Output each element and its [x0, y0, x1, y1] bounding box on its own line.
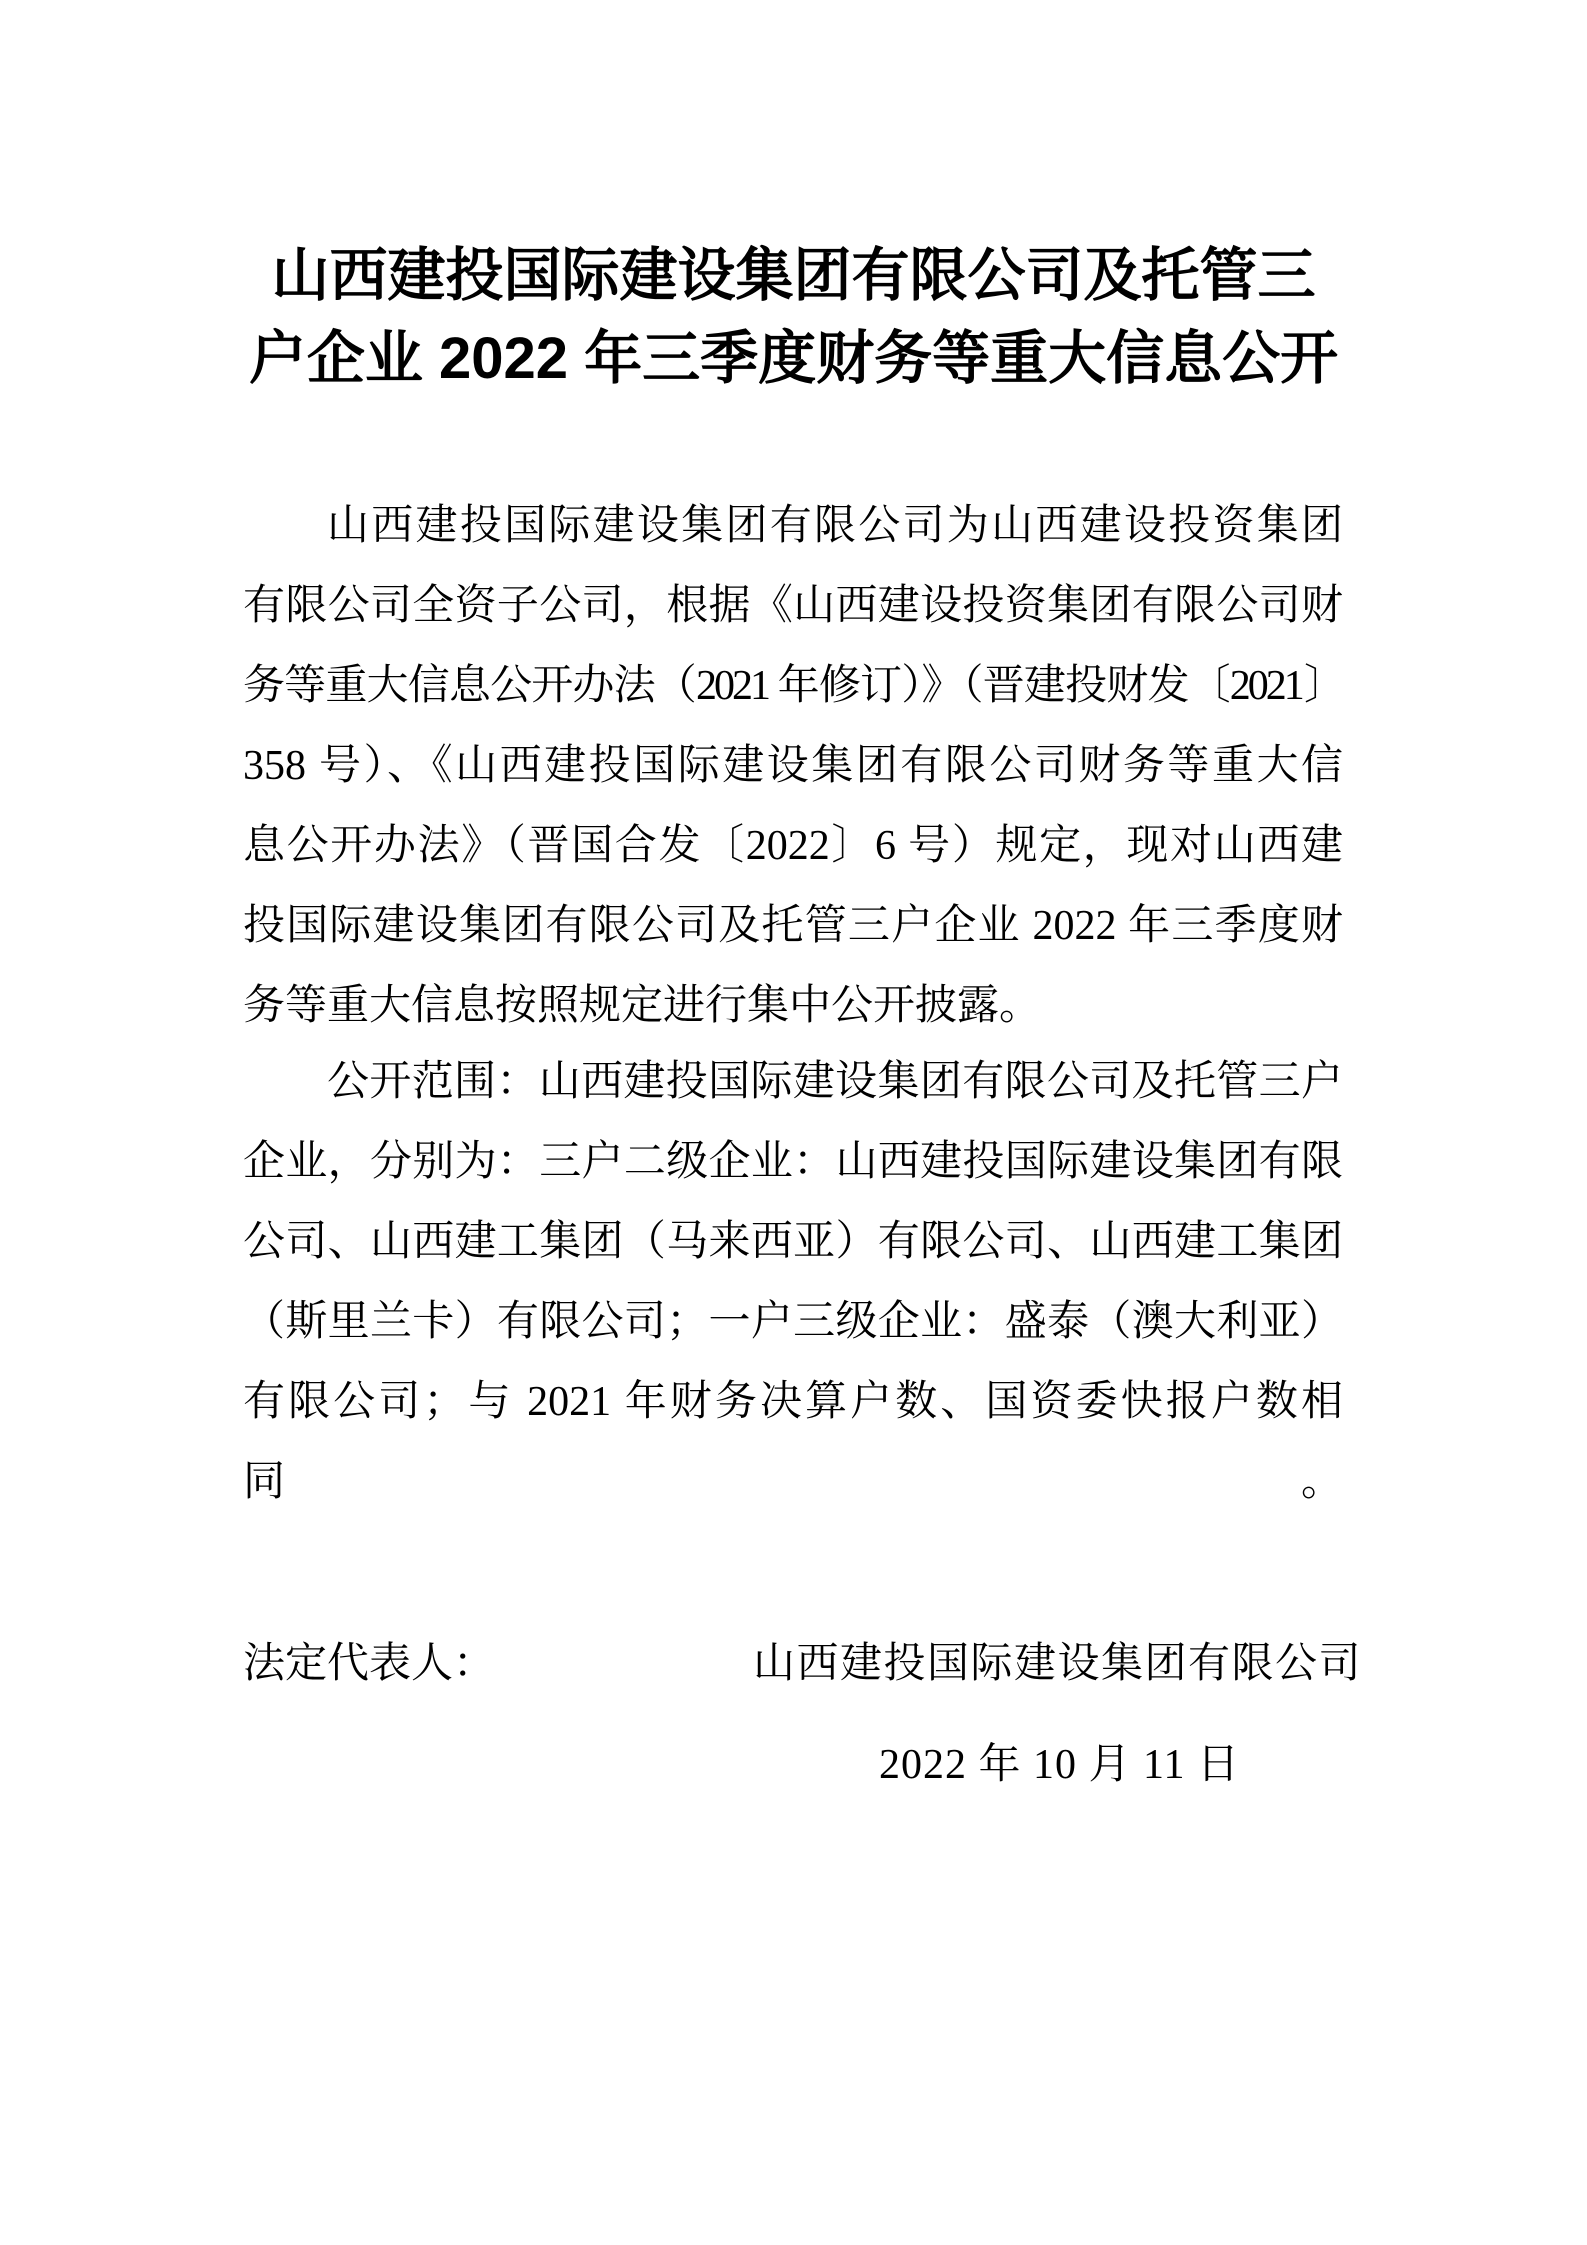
- signature-company-name: 山西建投国际建设集团有限公司: [752, 1641, 1362, 1687]
- paragraph-2-line-4: （斯里兰卡）有限公司；一户三级企业：盛泰（澳大利亚）: [243, 1299, 1343, 1345]
- document-title-line-2: 户企业 2022 年三季度财务等重大信息公开: [248, 326, 1339, 391]
- paragraph-1-line-6: 投国际建设集团有限公司及托管三户企业 2022 年三季度财: [243, 903, 1343, 949]
- document-title-line-1: 山西建投国际建设集团有限公司及托管三: [271, 243, 1316, 308]
- paragraph-2-line-1: 公开范围：山西建投国际建设集团有限公司及托管三户: [327, 1059, 1343, 1105]
- paragraph-2-line-5: 有限公司；与 2021 年财务决算户数、国资委快报户数相同。: [243, 1379, 1343, 1505]
- paragraph-2-line-3: 公司、山西建工集团（马来西亚）有限公司、山西建工集团: [243, 1219, 1343, 1265]
- paragraph-1-line-1: 山西建投国际建设集团有限公司为山西建设投资集团: [327, 503, 1343, 549]
- legal-representative-label: 法定代表人：: [243, 1641, 496, 1687]
- paragraph-1-line-7: 务等重大信息按照规定进行集中公开披露。: [243, 983, 1042, 1029]
- paragraph-2-line-2: 企业，分别为：三户二级企业：山西建投国际建设集团有限: [243, 1139, 1343, 1185]
- paragraph-1-line-5: 息公开办法》（晋国合发〔2022〕6 号）规定，现对山西建: [243, 823, 1343, 869]
- paragraph-1-line-2: 有限公司全资子公司，根据《山西建设投资集团有限公司财: [243, 583, 1343, 629]
- signature-date: 2022 年 10 月 11 日: [879, 1742, 1240, 1788]
- paragraph-1-line-4: 358 号）、《山西建投国际建设集团有限公司财务等重大信: [243, 743, 1343, 789]
- paragraph-1-line-3: 务等重大信息公开办法（2021 年修订）》（晋建投财发〔2021〕: [243, 663, 1343, 709]
